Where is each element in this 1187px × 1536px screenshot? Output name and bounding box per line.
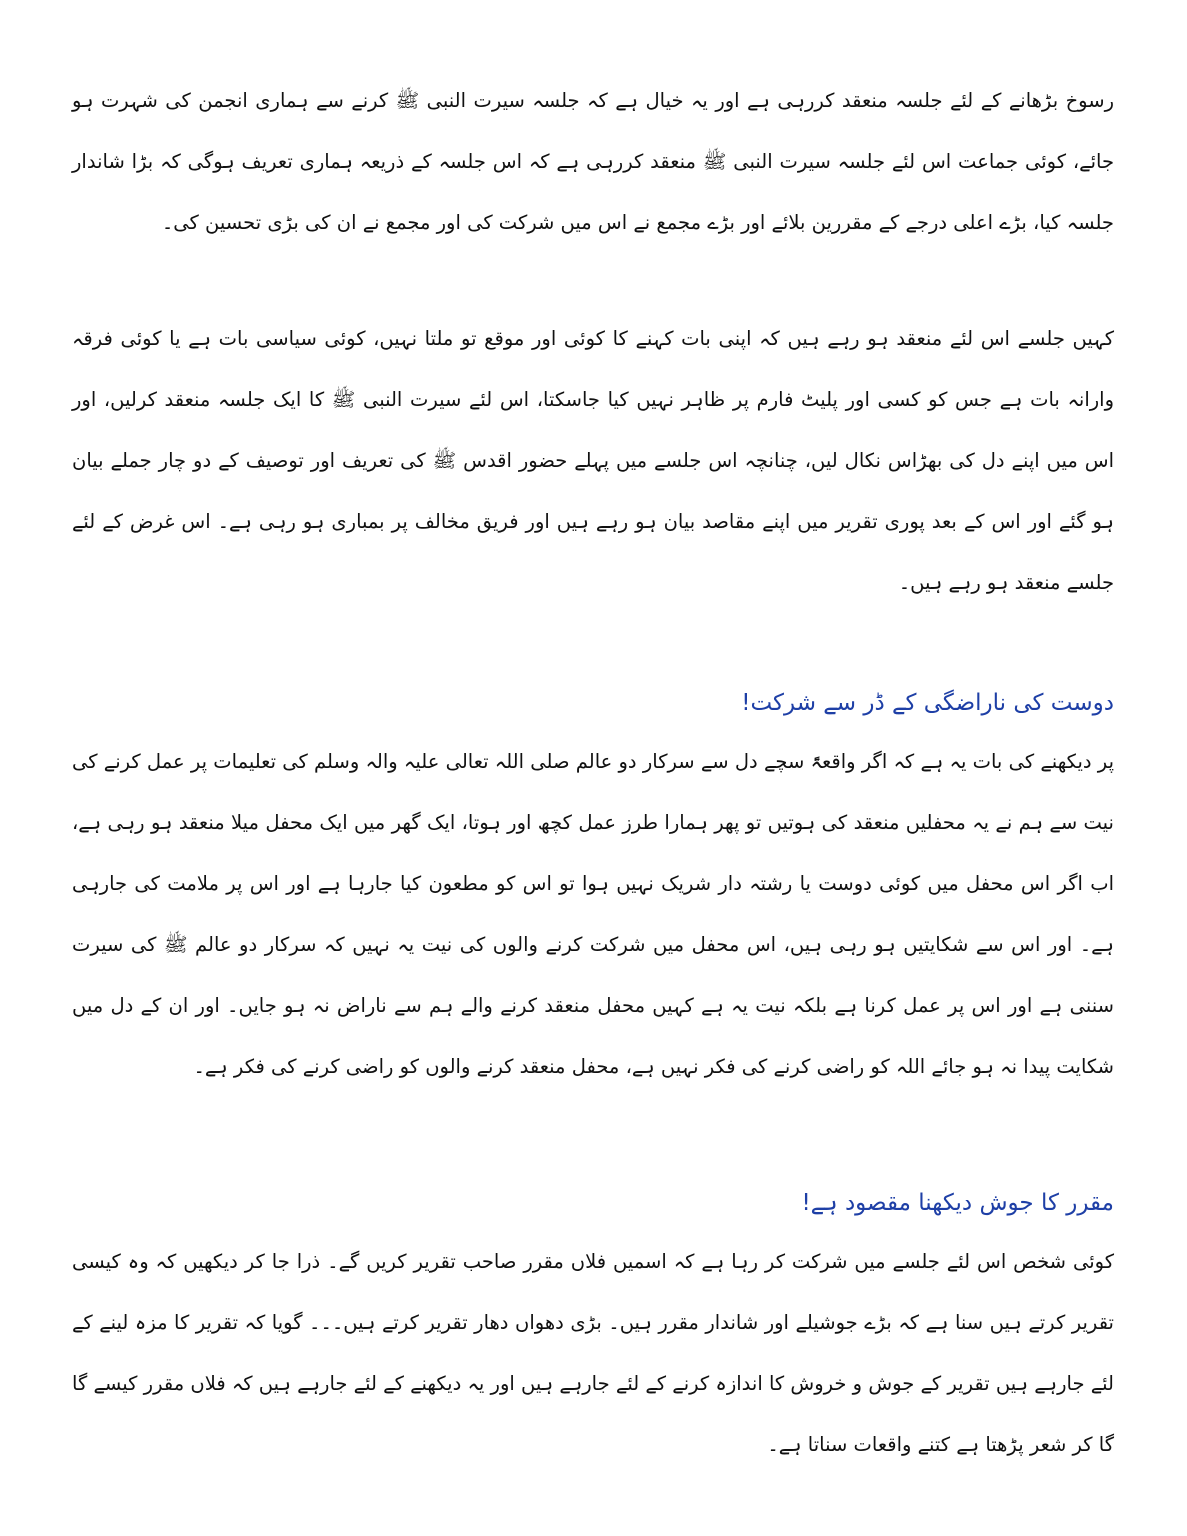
paragraph-intro: رسوخ بڑھانے کے لئے جلسہ منعقد کررہی ہے اور یہ خیال ہے کہ جلسہ سیرت النبی ﷺ کرنے سے ہماری انجمن کی شہرت ہو جائے، کوئی جماعت اس لئے جلسہ سیرت النبی ﷺ منعقد کررہی ہے کہ اس جلسہ کے ذریعہ ہماری تعریف ہوگی کہ بڑا شاندار جلسہ کیا، بڑے اعلی درجے کے مقررین بلائے اور بڑے مجمع نے اس میں شرکت کی اور مجمع نے ان کی بڑی تحسین کی۔ xyxy=(72,89,1114,234)
paragraph-friend-displeasure: پر دیکھنے کی بات یہ ہے کہ اگر واقعۃً سچے دل سے سرکار دو عالم صلی اللہ تعالی علیہ والہ وسلم کی تعلیمات پر عمل کرنے کی نیت سے ہم نے یہ محفلیں منعقد کی ہوتیں تو پھر ہمارا طرز عمل کچھ اور ہوتا، ایک گھر میں ایک محفل میلا منعقد ہو رہی ہے، اب اگر اس محفل میں کوئی دوست یا رشتہ دار شریک نہیں ہوا تو اس کو مطعون کیا جارہا ہے اور اس پر ملامت کی جارہی ہے۔ اور اس سے شکایتیں ہو رہی ہیں، اس محفل میں شرکت کرنے والوں کی نیت یہ نہیں کہ سرکار دو عالم ﷺ کی سیرت سننی ہے اور اس پر عمل کرنا ہے بلکہ نیت یہ ہے کہیں محفل منعقد کرنے والے ہم سے ناراض نہ ہو جایں۔ اور ان کے دل میں شکایت پیدا نہ ہو جائے اللہ کو راضی کرنے کی فکر نہیں ہے، محفل منعقد کرنے والوں کو راضی کرنے کی فکر ہے۔ xyxy=(72,750,1114,1078)
paragraph-political-purpose: کہیں جلسے اس لئے منعقد ہو رہے ہیں کہ اپنی بات کہنے کا کوئی اور موقع تو ملتا نہیں، کوئی سیاسی بات ہے یا کوئی فرقہ وارانہ بات ہے جس کو کسی اور پلیٹ فارم پر ظاہر نہیں کیا جاسکتا، اس لئے سیرت النبی ﷺ کا ایک جلسہ منعقد کرلیں، اور اس میں اپنے دل کی بھڑاس نکال لیں، چنانچہ اس جلسے میں پہلے حضور اقدس ﷺ کی تعریف اور توصیف کے دو چار جملے بیان ہو گئے اور اس کے بعد پوری تقریر میں اپنے مقاصد بیان ہو رہے ہیں اور فریق مخالف پر بمباری ہو رہی ہے۔ اس غرض کے لئے جلسے منعقد ہو رہے ہیں۔ xyxy=(72,327,1114,594)
paragraph-speaker-zeal: کوئی شخص اس لئے جلسے میں شرکت کر رہا ہے کہ اسمیں فلاں مقرر صاحب تقریر کریں گے۔ ذرا جا کر دیکھیں کہ وہ کیسی تقریر کرتے ہیں سنا ہے کہ بڑے جوشیلے اور شاندار مقرر ہیں۔ بڑی دھواں دھار تقریر کرتے ہیں۔۔۔ گویا کہ تقریر کا مزہ لینے کے لئے جارہے ہیں تقریر کے جوش و خروش کا اندازہ کرنے کے لئے جارہے ہیں اور یہ دیکھنے کے لئے جارہے ہیں کہ فلاں مقرر کیسے گا گا کر شعر پڑھتا ہے کتنے واقعات سناتا ہے۔ xyxy=(72,1250,1114,1456)
section-heading-friend-displeasure: دوست کی ناراضگی کے ڈر سے شرکت! xyxy=(741,690,1114,716)
section-heading-speaker-zeal: مقرر کا جوش دیکھنا مقصود ہے! xyxy=(801,1190,1114,1216)
